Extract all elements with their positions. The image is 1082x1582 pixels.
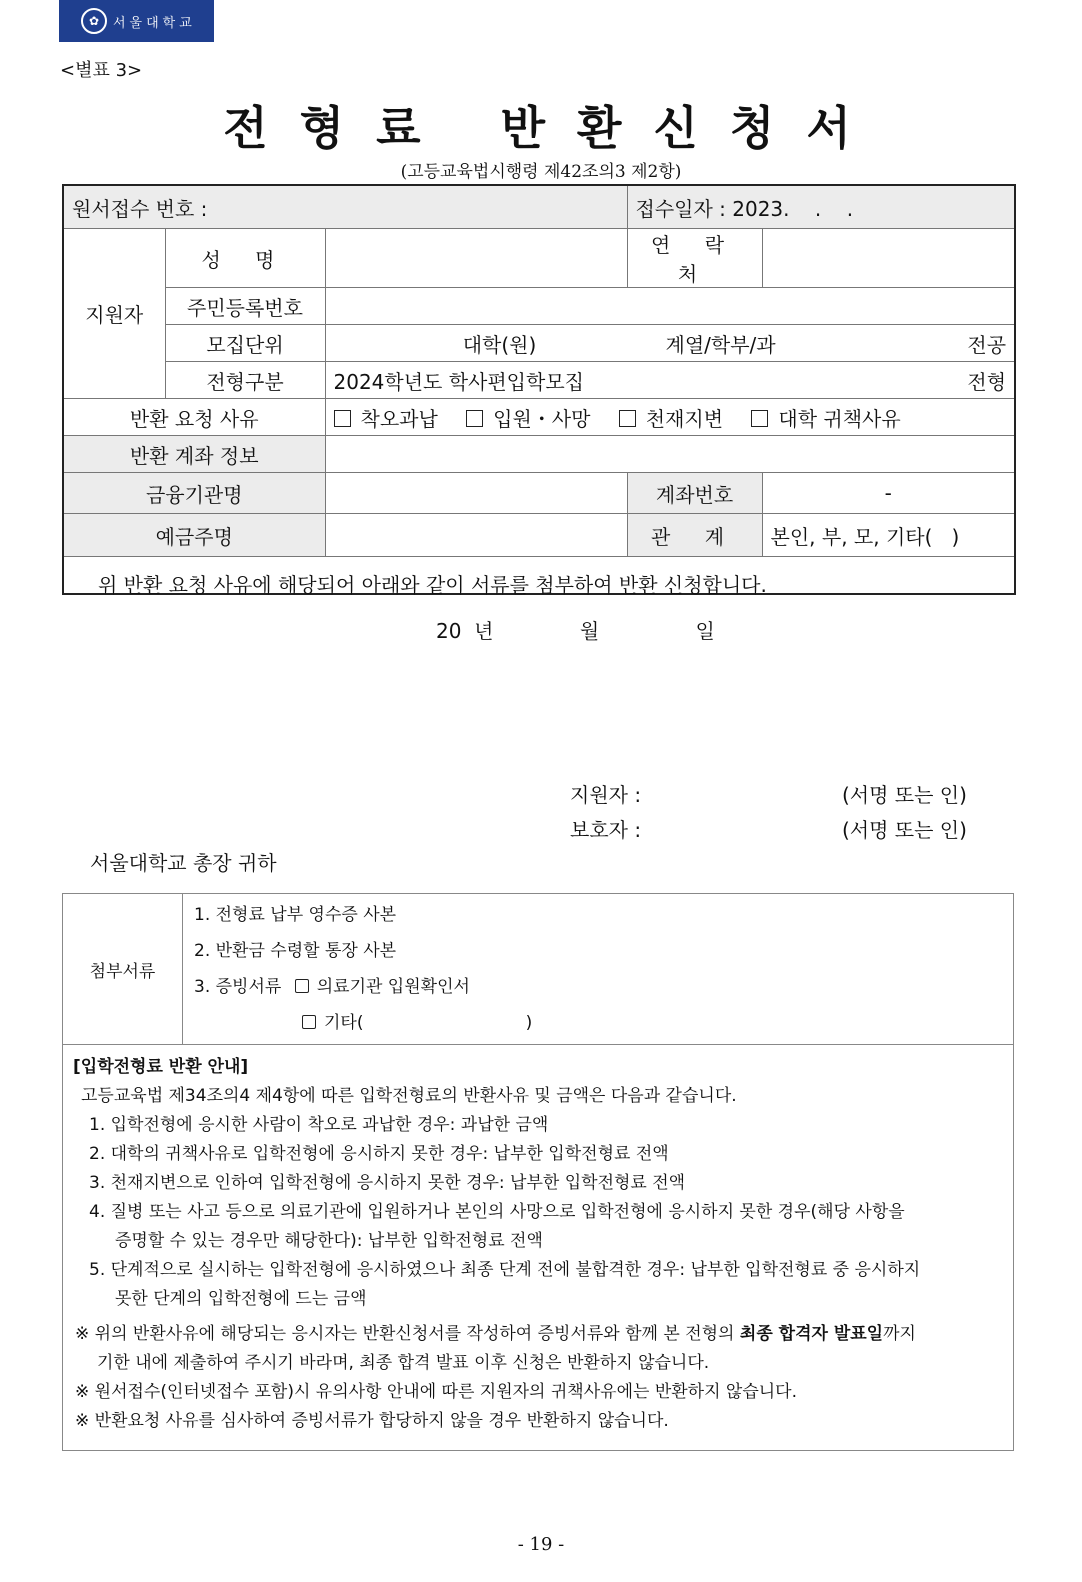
- unit-input[interactable]: [325, 325, 1015, 362]
- attachment-sub-label: 기타( ): [324, 1013, 533, 1033]
- unit-univ-label: 대학(원): [462, 332, 537, 357]
- date-year: 20 년: [436, 619, 494, 643]
- checkbox-icon: [466, 410, 483, 427]
- page-number: - 19 -: [517, 1534, 565, 1555]
- unit-fields: [334, 329, 1007, 358]
- receipt-date-label: 접수일자 : 2023. . .: [635, 196, 854, 221]
- checkbox-icon: [334, 410, 351, 427]
- holder-label: 예금주명: [63, 514, 325, 557]
- receipt-date-field[interactable]: [627, 185, 1015, 229]
- unit-major-label: 전공: [967, 332, 1007, 357]
- type-value-cell: [325, 362, 1015, 399]
- application-form: [62, 184, 1016, 875]
- note-emphasis: 최종 합격자 발표일: [739, 1324, 884, 1344]
- checkbox-icon[interactable]: [302, 1015, 316, 1029]
- receipt-number-field[interactable]: [63, 185, 627, 229]
- reason-option-disaster[interactable]: [619, 407, 723, 431]
- logo-text: 서울대학교: [113, 15, 196, 31]
- note-text: 까지: [883, 1324, 916, 1344]
- guide-item: 2. 대학의 귀책사유로 입학전형에 응시하지 못한 경우: 납부한 입학전형료 전액: [89, 1144, 669, 1164]
- attachments-list: [183, 894, 1014, 1045]
- type-suffix: 전형: [967, 369, 1007, 394]
- guide-title: [입학전형료 반환 안내]: [73, 1057, 249, 1077]
- guide-note: ※ 반환요청 사유를 심사하여 증빙서류가 합당하지 않을 경우 반환하지 않습니다.: [75, 1411, 669, 1431]
- reason-option-label: 대학 귀책사유: [778, 406, 901, 431]
- attachment-sub-label: 의료기관 입원확인서: [316, 977, 470, 997]
- type-fields: [334, 366, 1007, 395]
- reason-label: 반환 요청 사유: [63, 399, 325, 436]
- reason-option-label: 착오과납: [360, 406, 438, 431]
- guide-item-continued: 못한 단계의 입학전형에 드는 금액: [115, 1289, 367, 1309]
- declaration-text: 위 반환 요청 사유에 해당되어 아래와 같이 서류를 첨부하여 반환 신청합니다.: [98, 573, 767, 597]
- reason-option-label: 천재지변: [645, 406, 724, 431]
- account-info-cell: [325, 436, 1015, 473]
- guide-note: [73, 1320, 1003, 1349]
- guide-item: 1. 입학전형에 응시한 사람이 착오로 과납한 경우: 과납한 금액: [89, 1115, 549, 1135]
- guide-item: 3. 천재지변으로 인하여 입학전형에 응시하지 못한 경우: 납부한 입학전형료 전액: [89, 1173, 686, 1193]
- checkbox-icon[interactable]: [295, 979, 309, 993]
- bank-input[interactable]: [325, 473, 627, 514]
- unit-dept-label: 계열/학부/과: [665, 332, 776, 357]
- university-logo: [59, 0, 214, 42]
- applicant-sign-label: 지원자 :: [570, 783, 642, 807]
- attachment-item: 1. 전형료 납부 영수증 사본: [194, 905, 397, 925]
- checkbox-icon: [751, 410, 768, 427]
- reason-option-overpaid[interactable]: [334, 407, 438, 431]
- attachment-item-label: 3. 증빙서류: [194, 977, 282, 997]
- annex-label: <별표 3>: [60, 60, 143, 81]
- relation-input[interactable]: 본인, 부, 모, 기타( ): [762, 514, 1015, 557]
- note-text: ※ 위의 반환사유에 해당되는 응시자는 반환신청서를 작성하여 증빙서류와 함께 본 전형의: [75, 1324, 740, 1344]
- attachment-item: 2. 반환금 수령할 통장 사본: [194, 941, 397, 961]
- account-number-label: 계좌번호: [627, 473, 762, 514]
- rrn-input[interactable]: [325, 288, 1015, 325]
- applicant-label: 지원자: [63, 229, 165, 399]
- reason-option-hospital-death[interactable]: [466, 407, 590, 431]
- bank-label: 금융기관명: [63, 473, 325, 514]
- type-label: 전형구분: [165, 362, 325, 399]
- applicant-signature[interactable]: [570, 779, 967, 808]
- legal-basis: (고등교육법시행령 제42조의3 제2항): [400, 162, 682, 182]
- contact-input[interactable]: [762, 229, 1015, 288]
- rrn-label: 주민등록번호: [165, 288, 325, 325]
- university-seal-icon: ✿: [81, 8, 107, 34]
- attachment-item-evidence: [184, 969, 1012, 1005]
- guide-note-continued: 기한 내에 제출하여 주시기 바라며, 최종 합격 발표 이후 신청은 반환하지 않습니다.: [97, 1353, 710, 1373]
- account-info-label: 반환 계좌 정보: [63, 436, 325, 473]
- type-value: 2024학년도 학사편입학모집: [333, 369, 584, 394]
- name-input[interactable]: [325, 229, 627, 288]
- declaration-section: [63, 557, 1015, 875]
- guardian-signature[interactable]: [570, 814, 967, 843]
- guide-item: 4. 질병 또는 사고 등으로 의료기관에 입원하거나 본인의 사망으로 입학전형에 응시하지 못한 경우(해당 사항을: [89, 1202, 905, 1222]
- holder-input[interactable]: [325, 514, 627, 557]
- reason-option-label: 입원・사망: [493, 406, 591, 431]
- guide-note: ※ 원서접수(인터넷접수 포함)시 유의사항 안내에 따른 지원자의 귀책사유에는 반환하지 않습니다.: [75, 1382, 798, 1402]
- name-label: 성 명: [165, 229, 325, 288]
- attachment-item-other: [184, 1005, 1012, 1041]
- relation-label: 관 계: [627, 514, 762, 557]
- guide-item: 5. 단계적으로 실시하는 입학전형에 응시하였으나 최종 단계 전에 불합격한 경우: 납부한 입학전형료 중 응시하지: [89, 1260, 921, 1280]
- reason-options: [325, 399, 1015, 436]
- checkbox-icon: [619, 410, 636, 427]
- sign-note: (서명 또는 인): [842, 818, 967, 842]
- guide-intro: 고등교육법 제34조의4 제4항에 따른 입학전형료의 반환사유 및 금액은 다음과 같습니다.: [81, 1086, 737, 1106]
- unit-label: 모집단위: [165, 325, 325, 362]
- reason-option-university-fault[interactable]: [751, 407, 900, 431]
- date-month: 월: [579, 619, 600, 643]
- contact-label: 연 락 처: [627, 229, 762, 288]
- attachments-label: 첨부서류: [63, 894, 183, 1045]
- guardian-sign-label: 보호자 :: [570, 818, 642, 842]
- guide-item-continued: 증명할 수 있는 경우만 해당한다): 납부한 입학전형료 전액: [115, 1231, 543, 1251]
- addressee: 서울대학교 총장 귀하: [90, 851, 277, 875]
- receipt-number-label: 원서접수 번호 :: [72, 196, 208, 221]
- sign-note: (서명 또는 인): [842, 783, 967, 807]
- document-title: [0, 92, 1082, 158]
- title-text: 전 형 료 반 환 신 청 서: [223, 101, 859, 155]
- refund-guide: [63, 1045, 1014, 1451]
- declaration-date: [436, 615, 765, 644]
- attachments-and-guide: [62, 893, 1014, 1451]
- account-number-input[interactable]: -: [762, 473, 1015, 514]
- date-day: 일: [695, 619, 715, 643]
